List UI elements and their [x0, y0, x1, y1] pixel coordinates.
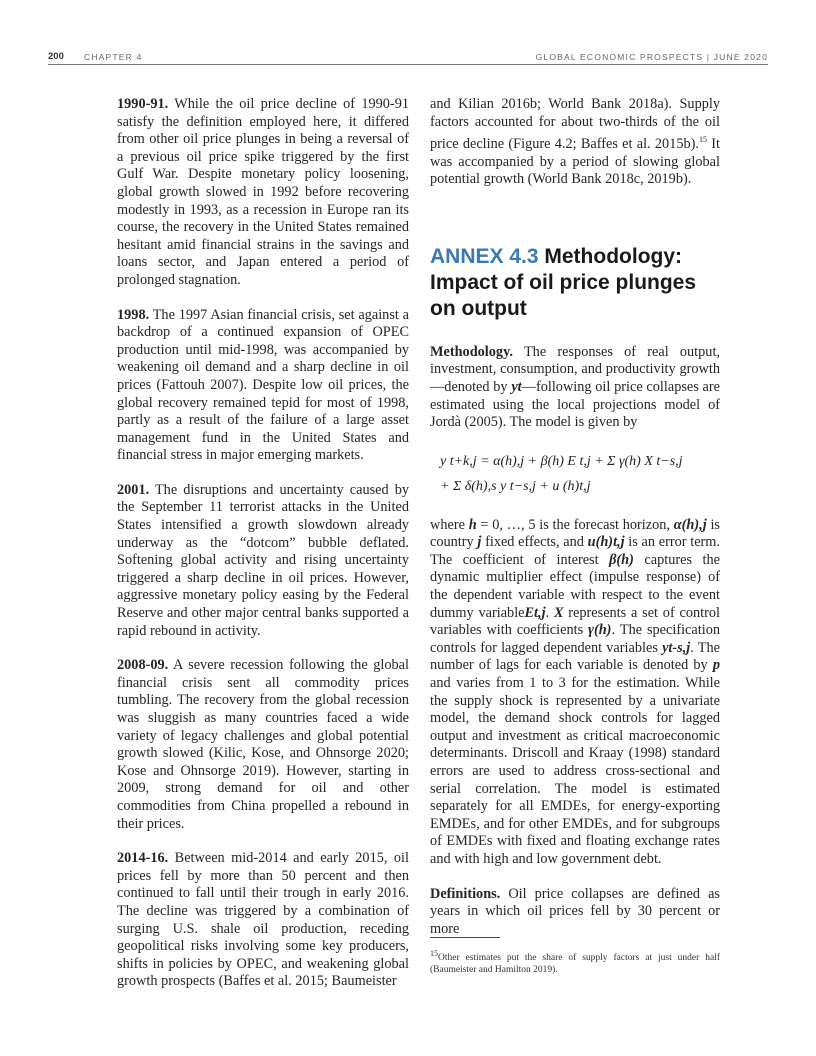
running-header	[48, 52, 768, 65]
variable-j: j	[477, 534, 482, 551]
paragraph-text: The responses of real output, investment, consumption, and productivity growth—denoted by	[430, 343, 720, 395]
paragraph-lead: 2008-09.	[117, 657, 169, 674]
equation-line-2: + Σ δ(h),s y t−s,j + u (h)t,j	[440, 478, 591, 494]
variable-h: h	[468, 516, 477, 533]
paragraph-text: A severe recession following the global financial crisis sent all commodity prices tumbling. The recovery from the global recession was sluggish as many countries faced a wide variety of legacy challenges and global potential growth slowed (Kilic, Kose, and Ohnsorge 2020; Kose and Ohnsorge 2019). However, starting in 2009, strong demand for oil and other commodities from China propelled a rebound in their prices.	[117, 657, 409, 832]
paragraph-2014-16	[117, 850, 409, 991]
variable-gamma: γ(h)	[588, 622, 612, 639]
variable-alpha: α(h),j	[673, 516, 707, 533]
paragraph-lead: 1990-91.	[117, 96, 169, 112]
equation-line-1: y t+k,j = α(h),j + β(h) E t,j + Σ γ(h) X t−s,j	[440, 453, 683, 469]
chapter-label: CHAPTER 4	[84, 52, 143, 62]
annex-title-text: Methodology: Impact of oil price plunges on output	[430, 244, 697, 320]
paragraph-text: The disruptions and uncertainty caused by the September 11 terrorist attacks in the United States intensified a growth slowdown already underway as the “dotcom” bubble deflated. Softening global activity and rising uncertainty triggered a sharp decline in oil prices. However, aggressive monetary policy easing by the Federal Reserve and other major central banks supported a rapid rebound in activity.	[117, 481, 409, 639]
paragraph-lead: Definitions.	[430, 885, 501, 902]
definitions-paragraph	[430, 886, 720, 939]
text: represents a set of control variables with coefficients	[430, 604, 720, 639]
paragraph-2008-09	[117, 657, 409, 833]
variable-y: yt	[511, 378, 522, 395]
text: where	[430, 516, 469, 533]
text: .	[545, 604, 554, 621]
paragraph-2001	[117, 482, 409, 640]
report-title: GLOBAL ECONOMIC PROSPECTS | JUNE 2020	[535, 52, 768, 62]
annex-heading	[430, 244, 720, 322]
variable-x: X	[553, 604, 564, 621]
text: . The specification controls for lagged dependent variables	[430, 622, 720, 656]
variable-y-lag: yt-s,j	[662, 639, 691, 656]
footnote-reference: 15	[698, 135, 707, 145]
paragraph-1998	[117, 307, 409, 465]
paragraph-text: While the oil price decline of 1990-91 satisfy the definition employed here, it differed from other oil price plunges in being a reversal of a previous oil price spike triggered by the first Gulf War. Despite monetary policy loosening, global growth slowed in 1992 before recovering modestly in 1993, as a recession in Europe ran its course, the recovery in the United States remained hesitant amid financial strains in the savings and loans sector, and Japan entered a period of prolonged stagnation.	[117, 96, 409, 288]
paragraph-text: —following oil price collapses are estimated using the local projections model of Jordà (2005). The model is given by	[430, 378, 721, 431]
text: = 0, …, 5 is the forecast horizon,	[476, 516, 674, 533]
text: and varies from 1 to 3 for the estimation. While the supply shock is represented by a univariate model, the demand shock controls for lagged output and investment as critical macroeconomic determinants. Driscoll and Kraay (1998) standard errors are used to address cross-sectional and serial correlation. The model is estimated separately for all EMDEs, for energy-exporting EMDEs, and for other EMDEs, and for subgroups of EMDEs with fixed and floating exchange rates and with high and low government debt.	[430, 675, 720, 867]
variable-u: u(h)t,j	[587, 534, 625, 551]
footnote-number: 15	[430, 949, 438, 958]
paragraph-1990-91	[117, 96, 409, 290]
text: . The number of lags for each variable is denoted by	[430, 639, 720, 674]
continuation-text-b: It was accompanied by a period of slowing global potential growth (World Bank 2018c, 2019b).	[430, 135, 720, 188]
footnote-text: Other estimates put the share of supply factors at just under half (Baumeister and Hamilton 2019).	[430, 953, 720, 976]
page-number: 200	[48, 51, 64, 62]
paragraph-text: Between mid-2014 and early 2015, oil prices fell by more than 50 percent and then continued to fall until their trough in early 2016. The decline was triggered by a combination of surging U.S. shale oil production, receding geopolitical risks involving some key producers, shifts in policies by OPEC, and weakening global growth prospects (Baffes et al. 2015; Baumeister	[117, 850, 409, 990]
annex-number: ANNEX 4.3	[430, 244, 539, 268]
text: is an error term. The coefficient of interest	[430, 534, 720, 568]
where-paragraph	[430, 517, 720, 869]
model-equation	[440, 449, 720, 499]
variable-beta: β(h)	[609, 551, 634, 568]
right-column	[430, 96, 720, 955]
continuation-text-a: and Kilian 2016b; World Bank 2018a). Supply factors accounted for about two-thirds of the oil price decline (Figure 4.2; Baffes et al. 2015b).	[430, 96, 720, 152]
paragraph-lead: 2014-16.	[117, 850, 169, 867]
left-column	[117, 96, 409, 1008]
text: captures the dynamic multiplier effect (impulse response) of the dependent variable with respect to the event dummy variable	[430, 551, 720, 621]
paragraph-lead: Methodology.	[430, 343, 514, 360]
text: fixed effects, and	[481, 534, 588, 551]
paragraph-lead: 1998.	[117, 306, 150, 323]
footnote	[430, 948, 720, 976]
variable-p: p	[712, 657, 720, 674]
methodology-paragraph	[430, 344, 720, 432]
paragraph-lead: 2001.	[117, 481, 150, 498]
paragraph-text: Oil price collapses are defined as years in which oil prices fell by 30 percent or more	[430, 885, 720, 937]
continuation-paragraph	[430, 96, 720, 189]
variable-e: Et,j	[524, 604, 546, 621]
paragraph-text: The 1997 Asian financial crisis, set against a backdrop of a continued expansion of OPEC production until mid-1998, was accompanied by weakening oil demand and a sharp decline in oil prices (Fattouh 2007). Despite low oil prices, the global recovery remained tepid for most of 1998, partly as a result of the failure of a large asset management fund in the United States and financial stress in major emerging markets.	[117, 306, 409, 464]
footnote-divider	[430, 937, 500, 938]
text: is country	[430, 516, 720, 551]
